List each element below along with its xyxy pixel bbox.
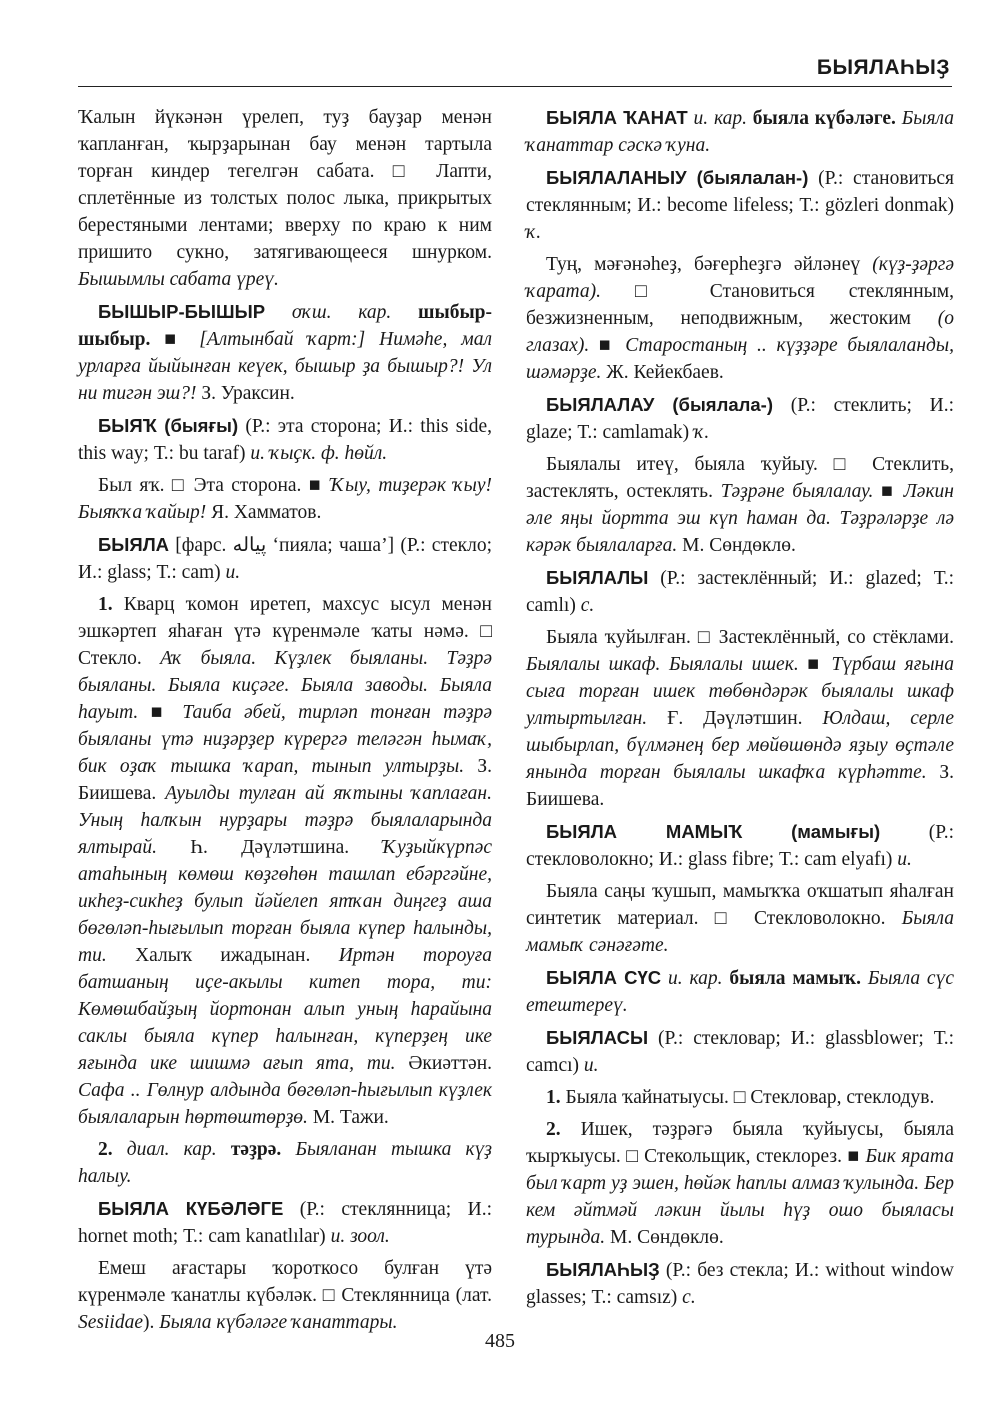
dictionary-entry: БЫЯЛАЛАНЫУ (быялалан-) (Р.: становиться стеклянным; И.: become lifeless; Т.: gözleri donmak) ҡ. xyxy=(526,167,954,243)
entry-sense: 2. Ишек, тәҙрәгә быяла ҡуйыусы, быяла ҡырҡыусы. □ Стекольщик, стеклорез. ■ Бик ярата был ҡарт уҙ эшен, һөйәк һаплы алмаз ҡулында. Бер кем әйтмәй ләкин йылы һүҙ ошо быяласы турында. М. Сөндөклө. xyxy=(526,1119,954,1248)
entry-sense: Быяла ҡуйылған. □ Застеклённый, со стёклами. Быялалы шкаф. Быялалы ишек. ■ Түрбаш яғына сыға торған ишек төбөндәрәк быялалы шкаф ултыртылған. Ғ. Дәүләтшин. Юлдаш, серле шыбырлап, бүлмәнең бер мөйөшөндә яҙыу өҫтәле янында торған быялалы шкафҡа күрһәтте. З. Биишева. xyxy=(526,627,954,810)
entry-sense: 2. диал. кар. тәҙрә. Быяланан тышка күҙ һалыу. xyxy=(78,1139,492,1187)
page-header xyxy=(78,52,952,87)
entry-sense: 1. Кварц ҡомон иретеп, махсус ысул менән эшкәртеп яһаған үтә күренмәле ҡаты нәмә. □ Стекло. Аҡ быяла. Күҙлек быяланы. Тәҙрә быяланы. Быяла киҫәге. Быяла заводы. Быяла һауыт. ■ Таиба әбей, тирләп тонған тәҙрә быяланы үтә ниҙәрҙер күрергә теләгән һымаҡ, бик оҙаҡ тышка ҡарап, тынып ултырҙы. З. Биишева. Ауылды тулған ай яҡтыны ҡаплаған. Уның һалҡын нурҙары тәҙрә быялаларында ялтырай. Һ. Дәүләтшина. Ҡуҙыйкүрпәс атаһының көмөш көҙгөһөн ташлап ебәргәйне, икһеҙ-сикһеҙ булып йәйелеп ятҡан диңгеҙ аша бөгөләп-һығылып торған быяла күпер һалынды, ти. Халыҡ ижадынан. Иртән тороуға батшаның иҫе-акылы китеп тора, ти: Көмөшбайҙың йортонан алып уның һарайына саклы быяла күпер һалынған, күперҙең ике яғында ике шишмә ағып ята, ти. Әкиәттән. Сафа .. Гөлнур алдында бөгөләп-һығылып күҙлек быялаларын һөртөштөрҙө. М. Тажи. xyxy=(78,594,493,1128)
dictionary-entry: БЫШЫР-БЫШЫР оҡш. кар. шыбыр-шыбыр. ■ [Алтынбай ҡарт:] Нимәһе, мал урларға йыйынған кеүек, бышыр ҙа бышыр?! Ул ни тигән эш?! З. Ураксин. xyxy=(78,301,493,404)
dictionary-entry: БЫЯЛА КҮБӘЛӘГЕ (Р.: стеклянница; И.: hornet moth; Т.: cam kanatlılar) и. зоол. xyxy=(78,1198,492,1247)
dictionary-entry: БЫЯЛАСЫ (Р.: стекловар; И.: glassblower; Т.: camcı) и. xyxy=(526,1027,954,1076)
dictionary-entry: БЫЯЛА СҮС и. кар. быяла мамыҡ. Быяла сүс етештереү. xyxy=(526,967,954,1016)
dictionary-entry: БЫЯЛАҺЫҘ (Р.: без стекла; И.: without window glasses; Т.: camsız) с. xyxy=(526,1259,954,1308)
dictionary-entry: БЫЯЛАЛЫ (Р.: застеклённый; И.: glazed; Т.: camlı) с. xyxy=(526,567,954,616)
entry-sense: Был яҡ. □ Эта сторона. ■ Ҡыу, тиҙерәк ҡыу! Быяҡҡа ҡайыр! Я. Хамматов. xyxy=(78,475,492,523)
dictionary-entry: БЫЯЛА МАМЫҠ (мамығы) (Р.: стекловолокно; И.: glass fibre; Т.: cam elyafı) и. xyxy=(526,821,954,870)
dictionary-entry: БЫЯЛА [фарс. پیاله ‘пияла; чаша’] (Р.: стекло; И.: glass; Т.: cam) и. xyxy=(78,534,492,583)
entry-sense: 1. Быяла ҡайнатыусы. □ Стекловар, стеклодув. xyxy=(546,1087,935,1108)
right-column xyxy=(526,104,954,1316)
entry-sense: Емеш ағастары ҡороткосо булған үтә күренмәле ҡанатлы күбәләк. □ Стеклянница (лат. Sesiidae). Быяла күбәләге ҡанаттары. xyxy=(78,1258,492,1333)
dictionary-entry: БЫЯЛАЛАУ (быялала-) (Р.: стеклить; И.: glaze; Т.: camlamak) ҡ. xyxy=(526,394,954,443)
left-column xyxy=(78,104,492,1341)
entry-continuation: Ҡалын йүкәнән үрелеп, туҙ бауҙар менән ҡапланған, ҡырҙарынан бау менән тартыла торған киндер тегелгән сабата. □ Лапти, сплетённые из толстых полос лыка, прикрытых берестяными лентами; вверху по краю к ним пришито сукно, затягивающееся шнурком. Бышымлы сабата үреү. xyxy=(78,107,492,290)
running-head: БЫЯЛАҺЫҘ xyxy=(816,56,950,79)
dictionary-entry: БЫЯЛА ҠАНАТ и. кар. быяла күбәләге. Быяла ҡанаттар сәскә ҡуна. xyxy=(526,107,955,156)
page-number: 485 xyxy=(485,1330,515,1352)
dictionary-entry: БЫЯҠ (быяғы) (Р.: эта сторона; И.: this side, this way; Т.: bu taraf) и. ҡыҫк. ф. һөйл. xyxy=(78,415,492,464)
entry-sense: Быялалы итеү, быяла ҡуйыу. □ Стеклить, застеклять, остеклять. Тәҙрәне быялалау. ■ Ләкин әле яңы йортта эш күп һаман да. Тәҙрәләрҙе лә кәрәк быялаларға. М. Сөндөклө. xyxy=(526,454,954,556)
entry-sense: Туң, мәғәнәһеҙ, бәғерһеҙгә әйләнеү (күҙ-ҙәргә ҡарата). □ Становиться стеклянным, безжизненным, неподвижным, жестоким (о глазах). ■ Старостаның .. күҙҙәре быялаланды, шәмәрҙе. Ж. Кейекбаев. xyxy=(526,254,954,383)
entry-sense: Быяла саңы ҡушып, мамыҡҡа оҡшатып яһалған синтетик материал. □ Стекловолокно. Быяла мамыҡ сәнәғәте. xyxy=(526,881,954,956)
